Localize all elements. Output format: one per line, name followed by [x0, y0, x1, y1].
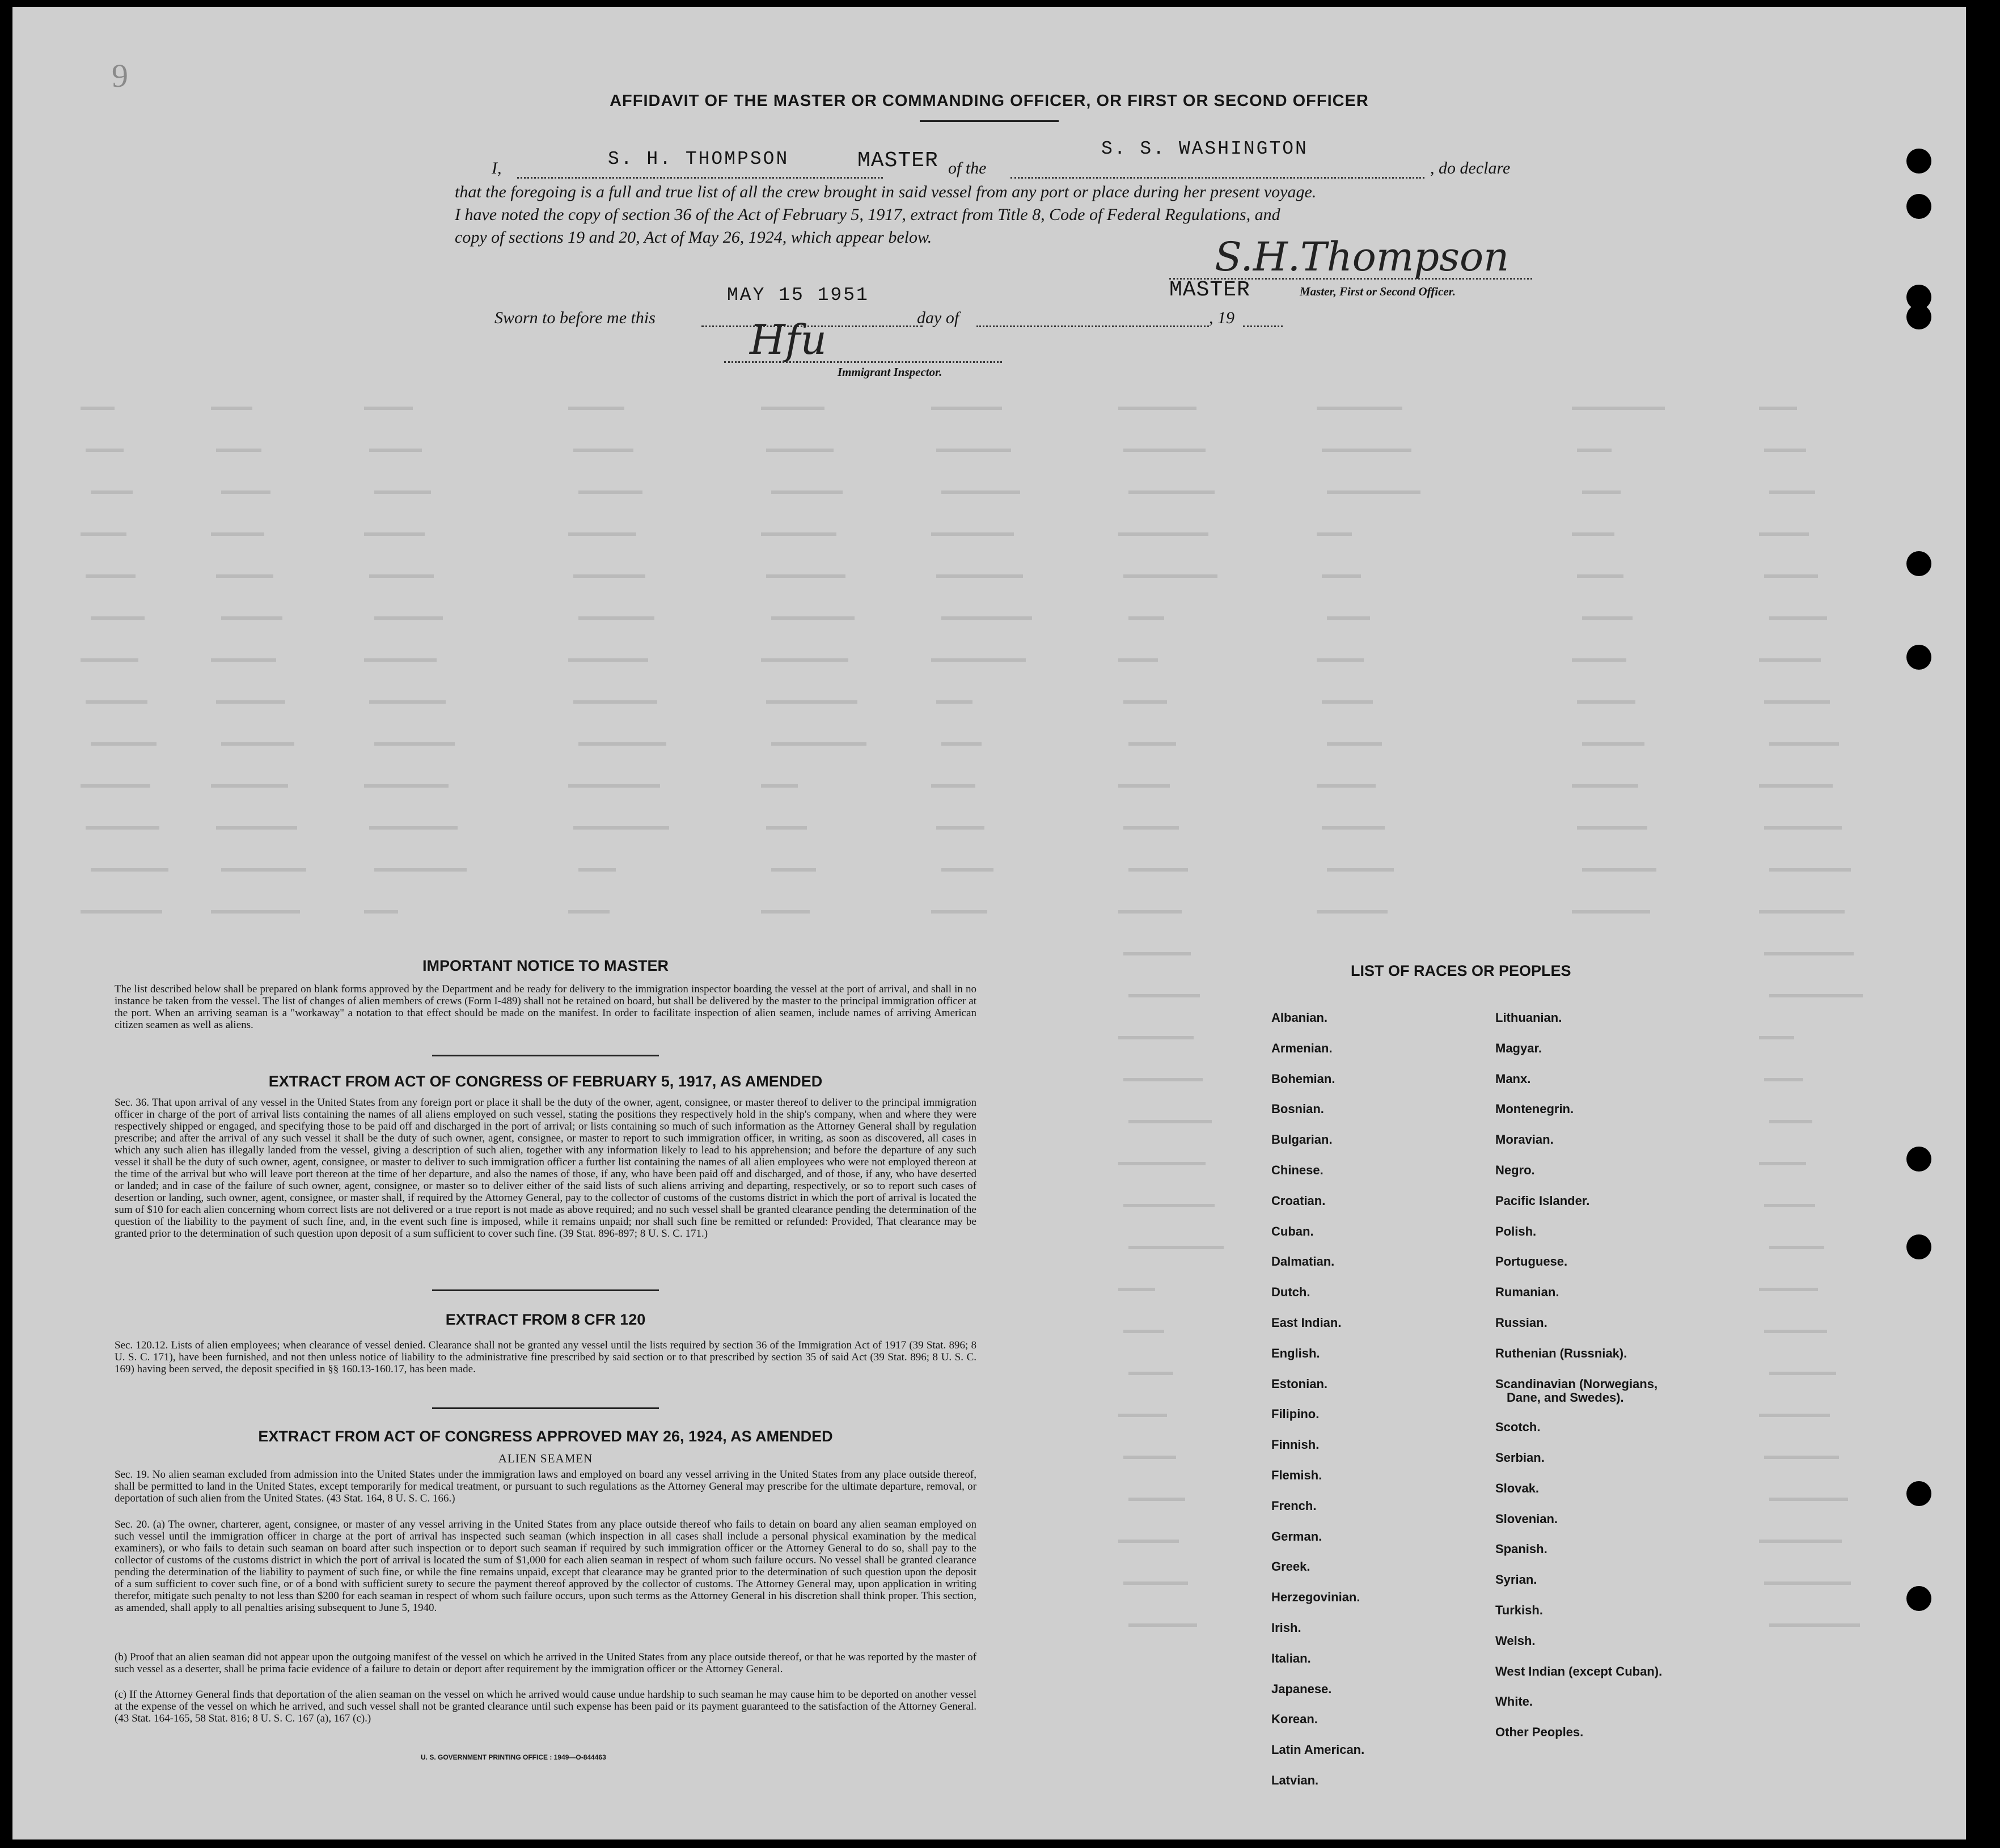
bleed-mark [91, 490, 133, 494]
document-page [12, 7, 1966, 1839]
bleed-mark [369, 574, 434, 578]
year-prefix: , 19 [1209, 308, 1234, 327]
extract-cfr-body: Sec. 120.12. Lists of alien employees; when clearance of vessel denied. Clearance shall not be granted any vessel until the lists required by section 36 of the Immigration Act of 1917 (39 Stat. 896; 8 U. S. C. 171), have been furnished, and not then unless notice of liability to the administrative fine prescribed by said section or to that prescribed by section 35 of said Act (39 Stat. 896; 8 U. S. C. 169) having been served, the deposit specified in §§ 160.13-160.17, has been made. [115, 1339, 976, 1375]
bleed-mark [216, 826, 297, 830]
bleed-mark [91, 616, 145, 620]
bleed-mark [573, 574, 645, 578]
bleed-mark [1769, 742, 1839, 746]
bleed-mark [81, 658, 138, 662]
sec-20b-text: (b) Proof that an alien seaman did not appear upon the outgoing manifest of the vessel on which he arrived in the United States from any place outside thereof, or that he was reported by the master of such vessel as a deserter, shall be prima facie evidence of a failure to detain or deport after requirement by the immigration officer or the Attorney General. [115, 1651, 976, 1675]
race-item: Manx. [1495, 1071, 1531, 1086]
race-item: Estonian. [1271, 1376, 1328, 1391]
bleed-mark [1322, 449, 1411, 452]
race-item: Other Peoples. [1495, 1725, 1584, 1740]
bleed-mark [1769, 994, 1863, 997]
bleed-mark [216, 574, 273, 578]
affidavit-line-3: I have noted the copy of section 36 of the Act of February 5, 1917, extract from Title 8, Code of Federal Regulations, and [455, 205, 1280, 224]
race-item: Moravian. [1495, 1132, 1554, 1147]
race-item: Montenegrin. [1495, 1102, 1574, 1117]
bleed-mark [1123, 952, 1191, 955]
bleed-mark [1123, 1330, 1164, 1333]
bleed-mark [1764, 952, 1854, 955]
bleed-mark [1769, 1372, 1836, 1375]
bleed-mark [1759, 407, 1797, 410]
punch-hole [1906, 1586, 1931, 1611]
bleed-mark [1572, 658, 1626, 662]
bleed-mark [91, 868, 168, 872]
race-item: Rumanian. [1495, 1285, 1559, 1300]
bleed-mark [86, 449, 124, 452]
race-item: Flemish. [1271, 1468, 1322, 1482]
bleed-mark [568, 532, 636, 536]
bleed-mark [1572, 407, 1665, 410]
bleed-mark [931, 910, 987, 914]
signature-caption: Master, First or Second Officer. [1300, 285, 1456, 298]
extract-cfr-rule [432, 1407, 659, 1409]
bleed-mark [761, 658, 848, 662]
bleed-mark [931, 532, 1014, 536]
bleed-mark [761, 910, 810, 914]
bleed-mark [578, 490, 642, 494]
bleed-mark [1759, 1162, 1806, 1165]
bleed-mark [81, 532, 126, 536]
bleed-mark [1128, 994, 1200, 997]
bleed-mark [1123, 700, 1167, 704]
race-item: Armenian. [1271, 1041, 1333, 1055]
bleed-mark [1128, 742, 1176, 746]
bleed-mark [1572, 784, 1638, 788]
bleed-mark [369, 449, 422, 452]
bleed-mark [1327, 490, 1420, 494]
bleed-mark [1572, 910, 1650, 914]
bleed-mark [1577, 449, 1612, 452]
name-line [517, 177, 883, 179]
race-item: Russian. [1495, 1316, 1547, 1330]
race-item: Welsh. [1495, 1633, 1536, 1648]
bleed-mark [1317, 784, 1376, 788]
bleed-mark [1759, 1540, 1842, 1543]
race-item: Cuban. [1271, 1224, 1314, 1238]
bleed-mark [568, 910, 610, 914]
bleed-mark [1769, 1623, 1860, 1627]
bleed-mark [1128, 1120, 1212, 1123]
bleed-mark [221, 868, 306, 872]
bleed-mark [81, 784, 150, 788]
bleed-mark [766, 449, 834, 452]
bleed-mark [936, 449, 1011, 452]
race-item: Portuguese. [1495, 1254, 1568, 1269]
inspector-caption: Immigrant Inspector. [838, 365, 942, 379]
bleed-mark [1577, 700, 1635, 704]
bleed-mark [1572, 532, 1614, 536]
race-item: Japanese. [1271, 1681, 1332, 1696]
bleed-mark [1128, 1372, 1173, 1375]
bleed-mark [1582, 616, 1633, 620]
bleed-mark [1123, 1078, 1203, 1081]
extract-1917-rule [432, 1289, 659, 1291]
race-item: Bohemian. [1271, 1071, 1335, 1086]
bleed-mark [86, 574, 136, 578]
bleed-mark [1327, 868, 1394, 872]
bleed-mark [1118, 1288, 1155, 1291]
bleed-mark [1769, 616, 1827, 620]
race-item: Syrian. [1495, 1572, 1537, 1587]
bleed-mark [1317, 910, 1388, 914]
bleed-mark [369, 826, 458, 830]
bleed-mark [771, 742, 866, 746]
race-item: Bosnian. [1271, 1102, 1324, 1117]
bleed-mark [941, 742, 982, 746]
race-item: Ruthenian (Russniak). [1495, 1346, 1627, 1360]
bleed-mark [1128, 1246, 1224, 1249]
bleed-mark [1123, 1456, 1176, 1459]
bleed-mark [573, 700, 657, 704]
rank-typed: MASTER [857, 149, 938, 173]
bleed-mark [578, 742, 666, 746]
bleed-mark [1322, 700, 1373, 704]
bleed-mark [1764, 1204, 1815, 1207]
bleed-mark [364, 407, 413, 410]
bleed-mark [931, 784, 975, 788]
race-item: French. [1271, 1498, 1317, 1513]
bleed-mark [1118, 1036, 1194, 1039]
bleed-mark [936, 574, 1023, 578]
bleed-mark [1769, 1246, 1824, 1249]
master-name: S. H. THOMPSON [608, 149, 789, 170]
alien-seamen-subheading: ALIEN SEAMEN [498, 1452, 593, 1465]
bleed-mark [221, 742, 294, 746]
bleed-mark [573, 826, 669, 830]
bleed-mark [1327, 616, 1370, 620]
bleed-mark [374, 616, 443, 620]
day-of-label: day of [917, 308, 959, 327]
race-item: Slovak. [1495, 1481, 1540, 1495]
bleed-mark [1764, 1581, 1851, 1585]
bleed-mark [86, 826, 159, 830]
bleed-mark [771, 616, 855, 620]
bleed-mark [211, 910, 300, 914]
bleed-mark [1128, 868, 1188, 872]
bleed-mark [364, 658, 437, 662]
bleed-mark [211, 532, 264, 536]
bleed-mark [936, 700, 972, 704]
bleed-mark [1123, 574, 1217, 578]
bleed-mark [568, 784, 660, 788]
bleed-mark [771, 490, 843, 494]
bleed-mark [1759, 1036, 1794, 1039]
bleed-mark [374, 742, 455, 746]
bleed-mark [364, 784, 449, 788]
inspector-signature: Hfu [750, 316, 827, 363]
bleed-mark [216, 449, 261, 452]
race-item: Greek. [1271, 1559, 1310, 1574]
bleed-mark [1582, 490, 1621, 494]
bleed-mark [761, 407, 824, 410]
bleed-mark [1118, 1414, 1167, 1417]
race-item: Pacific Islander. [1495, 1193, 1590, 1208]
bleed-mark [578, 616, 654, 620]
race-item: Bulgarian. [1271, 1132, 1333, 1147]
punch-hole [1906, 645, 1931, 670]
bleed-mark [1118, 532, 1208, 536]
signature-rank: MASTER [1169, 278, 1250, 302]
bleed-mark [1769, 1498, 1848, 1501]
bleed-mark [1769, 1120, 1812, 1123]
bleed-mark [1118, 658, 1158, 662]
bleed-mark [1123, 826, 1179, 830]
bleed-mark [221, 616, 282, 620]
bleed-mark [221, 490, 270, 494]
race-item: Latin American. [1271, 1743, 1365, 1757]
bleed-mark [364, 910, 398, 914]
bleed-mark [1128, 616, 1164, 620]
bleed-mark [1118, 784, 1170, 788]
bleed-mark [1128, 1623, 1197, 1627]
bleed-mark [369, 700, 446, 704]
bleed-mark [1577, 826, 1647, 830]
bleed-mark [211, 784, 288, 788]
bleed-mark [86, 700, 147, 704]
bleed-mark [1759, 784, 1833, 788]
bleed-mark [1317, 407, 1402, 410]
bleed-mark [1582, 742, 1644, 746]
do-declare: , do declare [1430, 159, 1511, 177]
race-item: Negro. [1495, 1163, 1535, 1177]
affidavit-line-4: copy of sections 19 and 20, Act of May 26, 1924, which appear below. [455, 228, 932, 247]
extract-1924-heading: EXTRACT FROM ACT OF CONGRESS APPROVED MAY 26, 1924, AS AMENDED [258, 1428, 833, 1445]
punch-hole [1906, 305, 1931, 329]
race-item: West Indian (except Cuban). [1495, 1664, 1663, 1678]
bleed-mark [1123, 1204, 1215, 1207]
bleed-mark [1118, 1540, 1179, 1543]
bleed-mark [1582, 868, 1656, 872]
bleed-mark [578, 868, 616, 872]
bleed-mark [1322, 574, 1361, 578]
of-the-label: of the [948, 159, 987, 177]
bleed-mark [1759, 1414, 1830, 1417]
bleed-mark [1769, 490, 1815, 494]
race-item: Magyar. [1495, 1041, 1542, 1055]
race-item: Spanish. [1495, 1542, 1547, 1557]
bleed-mark [211, 407, 252, 410]
notice-heading: IMPORTANT NOTICE TO MASTER [422, 957, 669, 974]
race-item: Polish. [1495, 1224, 1537, 1238]
inspector-line [724, 361, 1002, 363]
bleed-mark [211, 658, 276, 662]
sworn-date: MAY 15 1951 [727, 285, 869, 306]
race-item: Scandinavian (Norwegians, [1495, 1376, 1658, 1391]
race-item: Slovenian. [1495, 1511, 1558, 1526]
bleed-mark [766, 700, 857, 704]
bleed-mark [941, 490, 1020, 494]
sec-19-text: Sec. 19. No alien seaman excluded from admission into the United States under the immigration laws and employed on board any vessel arriving in the United States from any place outside thereof, shall be permitted to land in the United States, except temporarily for medical treatment, or pursuant to such regulations as the Attorney General may prescribe for the ultimate departure, removal, or deportation of such alien from the United States. (43 Stat. 164, 8 U. S. C. 166.) [115, 1469, 976, 1504]
punch-hole [1906, 1481, 1931, 1506]
bleed-mark [81, 910, 162, 914]
race-item: Korean. [1271, 1712, 1318, 1727]
bleed-mark [1764, 1456, 1839, 1459]
bleed-mark [1764, 574, 1818, 578]
race-item: Irish. [1271, 1621, 1301, 1635]
bleed-mark [936, 826, 984, 830]
year-line [1243, 325, 1283, 327]
punch-hole [1906, 1147, 1931, 1172]
race-item: Scotch. [1495, 1420, 1541, 1435]
race-item: German. [1271, 1529, 1322, 1543]
bleed-mark [1764, 700, 1830, 704]
race-item: Chinese. [1271, 1163, 1324, 1177]
race-item: Latvian. [1271, 1773, 1319, 1787]
bleed-mark [941, 616, 1032, 620]
bleed-mark [1759, 910, 1845, 914]
notice-rule [432, 1055, 659, 1056]
races-heading: LIST OF RACES OR PEOPLES [1351, 962, 1571, 979]
bleed-mark [1759, 658, 1821, 662]
bleed-mark [931, 658, 1026, 662]
bleed-mark [761, 532, 836, 536]
bleed-mark [91, 742, 157, 746]
bleed-mark [573, 449, 633, 452]
race-item: English. [1271, 1346, 1320, 1360]
sec-20a-text: Sec. 20. (a) The owner, charterer, agent, consignee, or master of any vessel arriving in the United States from any place outside thereof who fails to detain on board any alien seaman employed on such vessel until the immigration officer in charge at the port of arrival has inspected such seaman (which inspection in all cases shall include a personal physical examination by the medical examiners), or who fails to detain such seaman on board after such inspection or to deport such seaman if required by such immigration officer or the Attorney General to do so, shall pay to the collector of customs of the customs district in which the port of arrival is located the sum of $1,000 for each alien seaman in respect of whom such failure occurs. No vessel shall be granted clearance pending the determination of the liability to payment of such fine, or while the fine remains unpaid, except that clearance may be granted prior to the determination of such question upon the deposit of a sum sufficient to cover such fine, or of a bond with sufficient surety to secure the payment thereof approved by the collector of customs. The Attorney General may, upon application in writing therefor, mitigate such penalty to not less than $200 for each seaman in respect of whom such failure occurs, upon such terms as the Attorney General in his discretion shall think proper. This section, as amended, shall apply to all penalties arising subsequent to June 5, 1940. [115, 1519, 976, 1614]
bleed-mark [1764, 1078, 1803, 1081]
notice-body: The list described below shall be prepared on blank forms approved by the Department and be ready for delivery to the immigration inspector boarding the vessel at the port of arrival, and shall in no instance be taken from the vessel. The list of changes of alien members of crews (Form I-489) shall not be retained on board, but shall be delivered by the master to the principal immigration officer at the port. When an arriving seaman is a "workaway" a notation to that effect should be made on the manifest. In order to facilitate inspection of alien seamen, include names of arriving American citizen seamen as well as aliens. [115, 983, 976, 1031]
bleed-mark [1759, 532, 1809, 536]
bleed-mark [1769, 868, 1851, 872]
bleed-mark [568, 407, 624, 410]
vessel-name: S. S. WASHINGTON [1101, 138, 1308, 159]
bleed-mark [1322, 826, 1385, 830]
bleed-mark [1128, 490, 1215, 494]
bleed-mark [766, 574, 845, 578]
extract-cfr-heading: EXTRACT FROM 8 CFR 120 [445, 1311, 646, 1328]
bleed-mark [1764, 826, 1842, 830]
bleed-mark [374, 868, 467, 872]
race-item: Serbian. [1495, 1451, 1545, 1465]
affidavit-i: I, [492, 159, 502, 177]
race-item: Dalmatian. [1271, 1254, 1335, 1269]
bleed-mark [1123, 449, 1206, 452]
race-item: Lithuanian. [1495, 1010, 1562, 1025]
sec-20c-text: (c) If the Attorney General finds that deportation of the alien seaman on the vessel on which he arrived would cause undue hardship to such seaman he may cause him to be deported on another vessel at the expense of the vessel on which he arrived, and such vessel shall not be granted clearance until such expense has been paid or its payment guaranteed to the satisfaction of the Attorney General. (43 Stat. 164-165, 58 Stat. 816; 8 U. S. C. 167 (a), 167 (c).) [115, 1689, 976, 1724]
bleed-mark [1118, 910, 1182, 914]
punch-hole [1906, 149, 1931, 174]
punch-hole [1906, 1234, 1931, 1259]
bleed-mark [941, 868, 993, 872]
affidavit-line-2: that the foregoing is a full and true list of all the crew brought in said vessel from any port or place during her present voyage. [455, 183, 1317, 201]
vessel-line [1010, 177, 1424, 179]
race-item: Dutch. [1271, 1285, 1310, 1300]
bleed-mark [1764, 1330, 1827, 1333]
bleed-mark [374, 490, 431, 494]
bleed-mark [1759, 1288, 1818, 1291]
sworn-label: Sworn to before me this [494, 308, 656, 327]
race-item: Dane, and Swedes). [1507, 1390, 1624, 1405]
punch-hole [1906, 551, 1931, 576]
bleed-mark [1577, 574, 1623, 578]
race-item: Filipino. [1271, 1407, 1320, 1422]
race-item: East Indian. [1271, 1316, 1342, 1330]
printer-imprint: U. S. GOVERNMENT PRINTING OFFICE : 1949—O-844463 [421, 1753, 606, 1761]
extract-1917-body: Sec. 36. That upon arrival of any vessel in the United States from any foreign port or place it shall be the duty of the owner, agent, consignee, or master thereof to deliver to the principal immigration officer in charge of the port of arrival lists containing the names of all aliens employed on such vessel, stating the positions they respectively hold in the ship's company, when and where they were respectively shipped or engaged, and specifying those to be paid off and discharged in the port of arrival; or lists containing so much of such information as the Attorney General shall by regulation prescribe; and after the arrival of any such vessel it shall be the duty of such owner, agent, consignee, or master to report to such immigration officer, in writing, as soon as discovered, all cases in which any such alien has illegally landed from the vessel, giving a description of such alien, together with any information likely to lead to his apprehension; and before the departure of any such vessel it shall be the duty of such owner, agent, consignee, or master to deliver to such immigration officer a further list containing the names of all alien employees who were not employed thereon at the time of the arrival but who will leave port thereon at the time of her departure, and also the names of those, if any, who have been paid off and discharged, and of those, if any, who have deserted or landed; and in case of the failure of such owner, agent, consignee, or master so to deliver either of the said lists of such aliens arriving and departing, respectively, or so to report such cases of desertion or landing, such owner, agent, consignee, or master shall, if required by the Attorney General, pay to the collector of customs of the customs district in which the port of arrival is located the sum of $10 for each alien concerning whom correct lists are not delivered or a true report is not made as above required; and no such vessel shall be granted clearance pending the determination of the question of the liability to the payment of such fine, and, in the event such fine is imposed, while it remains unpaid; nor shall such fine be remitted or refunded: Provided, That clearance may be granted prior to the determination of such question upon deposit of a sum sufficient to cover such fine. (39 Stat. 896-897; 8 U. S. C. 171.) [115, 1097, 976, 1240]
race-item: Turkish. [1495, 1603, 1543, 1617]
bleed-mark [1118, 1162, 1206, 1165]
bleed-mark [931, 407, 1002, 410]
month-line [976, 325, 1209, 327]
bleed-mark [216, 700, 285, 704]
master-signature: S.H.Thompson [1215, 234, 1509, 280]
race-item: Herzegovinian. [1271, 1590, 1360, 1605]
affidavit-heading: AFFIDAVIT OF THE MASTER OR COMMANDING OFFICER, OR FIRST OR SECOND OFFICER [610, 92, 1369, 110]
bleed-mark [1128, 1498, 1185, 1501]
bleed-mark [364, 532, 425, 536]
bleed-mark [81, 407, 115, 410]
bleed-mark [1317, 658, 1364, 662]
bleed-mark [771, 868, 816, 872]
bleed-mark [766, 826, 807, 830]
page-number: 9 [112, 57, 128, 94]
race-item: Croatian. [1271, 1193, 1326, 1208]
race-item: Albanian. [1271, 1010, 1328, 1025]
bleed-mark [1118, 407, 1196, 410]
race-item: Italian. [1271, 1651, 1311, 1665]
race-item: White. [1495, 1694, 1533, 1709]
bleed-mark [568, 658, 648, 662]
extract-1917-heading: EXTRACT FROM ACT OF CONGRESS OF FEBRUARY 5, 1917, AS AMENDED [268, 1073, 823, 1090]
bleed-mark [1764, 449, 1806, 452]
bleed-mark [1123, 1581, 1188, 1585]
bleed-mark [1327, 742, 1382, 746]
bleed-mark [1317, 532, 1352, 536]
heading-rule [920, 120, 1059, 122]
punch-hole [1906, 194, 1931, 219]
bleed-mark [761, 784, 798, 788]
race-item: Finnish. [1271, 1437, 1320, 1452]
